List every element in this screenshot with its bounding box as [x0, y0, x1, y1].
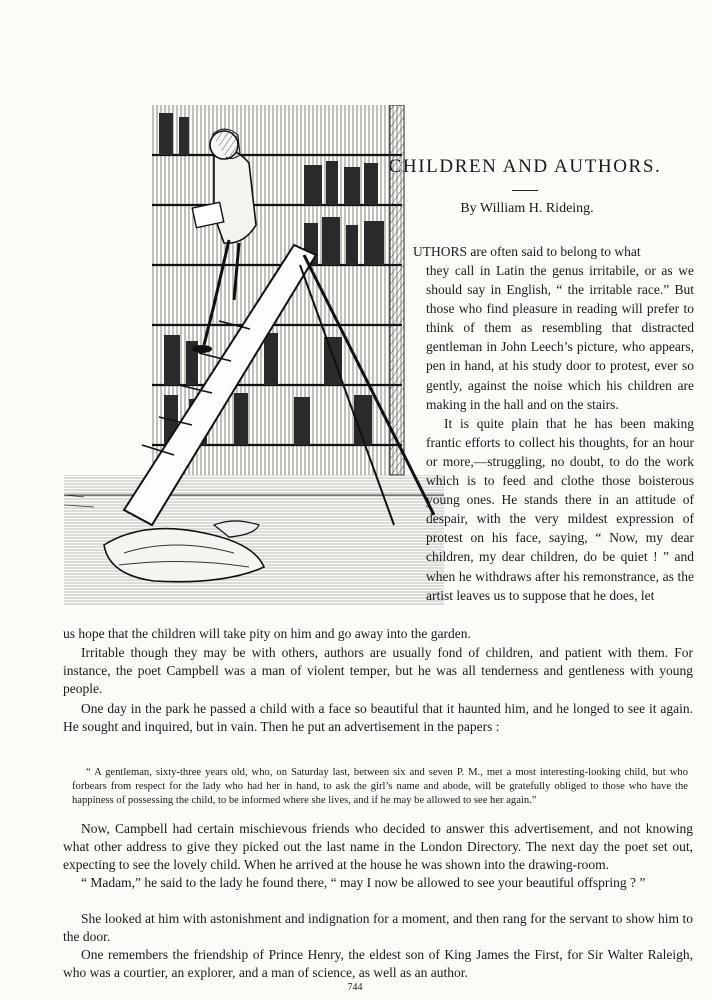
page-number: 744: [347, 982, 363, 993]
article-byline: By William H. Rideing.: [460, 201, 594, 216]
article-title: CHILDREN AND AUTHORS.: [388, 156, 662, 177]
illustration-drawing: [64, 105, 444, 605]
second-paragraph: It is quite plain that he has been making frantic efforts to collect his thoughts, for an hour or more,—struggling, no doubt, to do the work which is to feed and clothe those boisterous young ones. He stands there in an attitude of despair, with the very mildest expression of protest on his face, saying, “ Now, my dear children, my dear children, do be quiet ! ” and when he withdraws after his remonstrance, as the artist leaves us to suppose that he does, let: [426, 415, 694, 603]
opening-wrapped-text: [426, 261, 694, 605]
opening-paragraph: they call in Latin the genus irritabile, or as we should say in English, “ the irritable race.” But those who find pleasure in reading will prefer to think of them as resembling that distracted gentleman in John Leech’s picture, who appears, pen in hand, at his study door to protest, ever so gently, against the noise which his children are making in the hall and on the stairs.: [426, 263, 694, 412]
title-divider: [512, 190, 538, 191]
advertisement-quote: “ A gentleman, sixty-three years old, who, on Saturday last, between six and seven P. M., met a most interesting-looking child, but who forbears from respect for the lady who had her in hand, to ask the girl’s name and abode, will be gratefully obliged to those who have the happiness of possessing the child, to be informed where she lives, and if he may be allowed to see her again.”: [72, 767, 688, 806]
paragraph-park-child: One day in the park he passed a child with a face so beautiful that it haunted him, and he longed to see it again. He sought and inquired, but in vain. Then he put an advertisement in the papers :: [63, 701, 693, 734]
paragraph-mischievous-friends: Now, Campbell had certain mischievous friends who decided to answer this advertisement, and not knowing what other address to give they picked out the last name in the London Directory. The next day the poet set out, expecting to see the lovely child. When he arrived at the house he was shown into the drawing-room.: [63, 821, 693, 872]
second-paragraph-continuation: us hope that the children will take pity on him and go away into the garden.: [63, 626, 471, 641]
paragraph-madam: “ Madam,” he said to the lady he found there, “ may I now be allowed to see your beautiful offspring ? ”: [81, 875, 646, 890]
engraving-illustration: [64, 105, 444, 605]
paragraph-campbell-temper: Irritable though they may be with others, authors are usually fond of children, and patient with them. For instance, the poet Campbell was a man of violent temper, but he was all tenderness and gentleness with young people.: [63, 645, 693, 696]
opening-first-line: UTHORS are often said to belong to what: [413, 244, 641, 259]
paragraph-servant: She looked at him with astonishment and indignation for a moment, and then rang for the servant to show him to the door.: [63, 911, 693, 944]
paragraph-prince-henry: One remembers the friendship of Prince Henry, the eldest son of King James the First, for Sir Walter Raleigh, who was a courtier, an explorer, and a man of science, as well as an author.: [63, 947, 693, 980]
